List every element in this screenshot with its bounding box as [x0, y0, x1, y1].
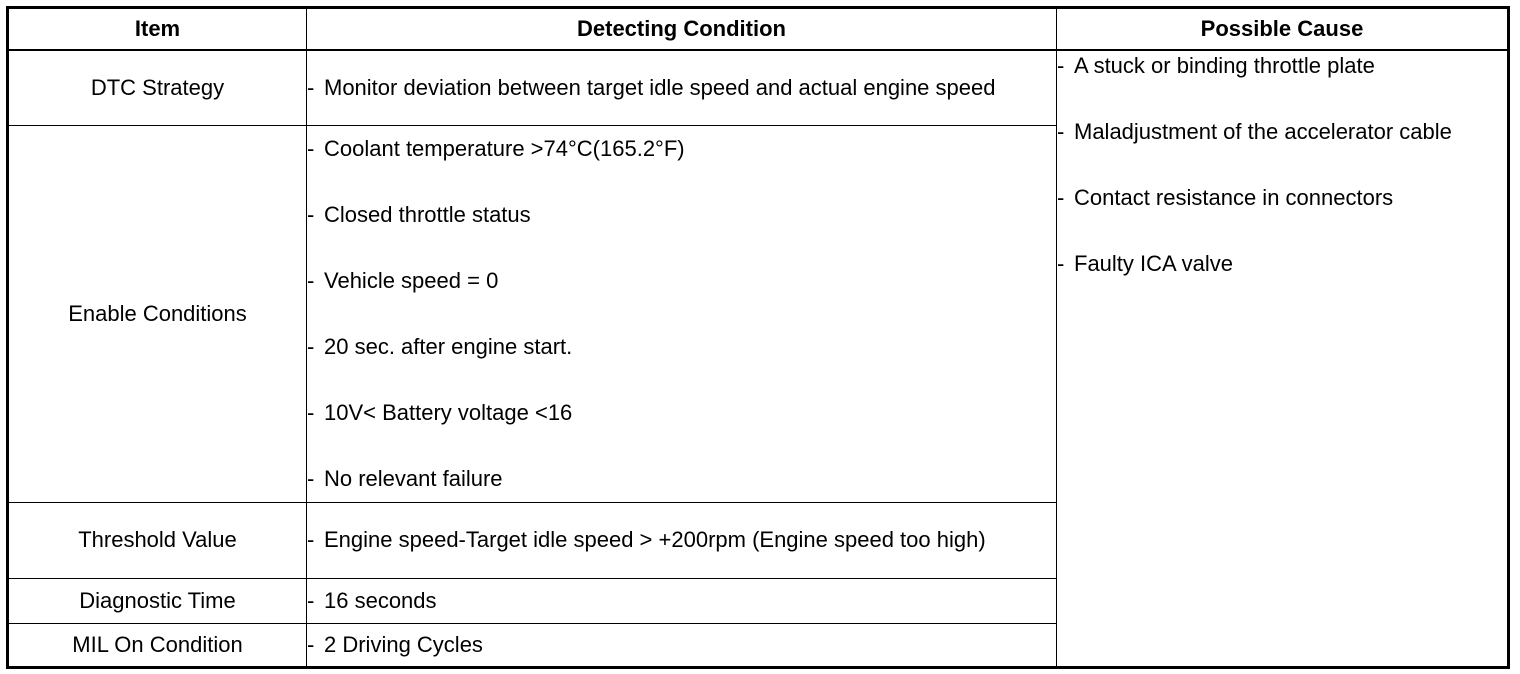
condition-text: 20 sec. after engine start.	[324, 333, 573, 359]
bullet-dash: -	[1057, 53, 1065, 78]
cause-text: Maladjustment of the accelerator cable	[1074, 119, 1452, 144]
possible-cause-cell	[1057, 50, 1509, 667]
item-threshold-value: Threshold Value	[8, 502, 307, 578]
condition-text: Engine speed-Target idle speed > +200rpm (Engine speed too high)	[324, 527, 986, 552]
list-item	[307, 398, 1056, 428]
condition-diagnostic-time	[307, 578, 1057, 623]
list-item	[1057, 117, 1507, 147]
condition-text: 10V< Battery voltage <16	[324, 399, 573, 425]
bullet-dash: -	[307, 587, 315, 613]
condition-text: Closed throttle status	[324, 201, 531, 227]
condition-mil-on-condition	[307, 623, 1057, 667]
cause-text: Faulty ICA valve	[1074, 251, 1233, 276]
possible-cause-list	[1057, 51, 1507, 279]
condition-text: Coolant temperature >74°C(165.2°F)	[324, 135, 685, 161]
bullet-dash: -	[307, 399, 315, 425]
list-item	[307, 586, 1056, 616]
condition-text: 2 Driving Cycles	[324, 631, 483, 657]
list-item	[307, 73, 1056, 103]
list-item	[1057, 51, 1507, 81]
item-enable-conditions: Enable Conditions	[8, 125, 307, 502]
list-item	[1057, 249, 1507, 279]
list-item	[307, 332, 1056, 362]
table-row	[8, 50, 1509, 125]
item-diagnostic-time: Diagnostic Time	[8, 578, 307, 623]
bullet-dash: -	[307, 135, 315, 161]
cause-text: Contact resistance in connectors	[1074, 185, 1394, 210]
list-item	[307, 464, 1056, 494]
list-item	[307, 266, 1056, 296]
bullet-dash: -	[307, 465, 315, 491]
bullet-dash: -	[307, 74, 315, 100]
item-mil-on-condition: MIL On Condition	[8, 623, 307, 667]
enable-conditions-list	[307, 134, 1056, 494]
bullet-dash: -	[307, 201, 315, 227]
bullet-dash: -	[307, 267, 315, 293]
list-item	[307, 525, 1056, 555]
condition-dtc-strategy	[307, 50, 1057, 125]
dtc-table	[6, 6, 1510, 669]
bullet-dash: -	[307, 527, 315, 552]
list-item	[307, 200, 1056, 230]
table-header-row	[8, 8, 1509, 51]
list-item	[1057, 183, 1507, 213]
bullet-dash: -	[1057, 119, 1065, 144]
bullet-dash: -	[307, 631, 315, 657]
condition-text: Vehicle speed = 0	[324, 267, 499, 293]
header-detecting-condition: Detecting Condition	[307, 8, 1057, 51]
list-item	[307, 630, 1056, 660]
condition-threshold-value	[307, 502, 1057, 578]
condition-text: Monitor deviation between target idle speed and actual engine speed	[324, 74, 996, 100]
bullet-dash: -	[1057, 251, 1065, 276]
condition-text: 16 seconds	[324, 587, 437, 613]
bullet-dash: -	[307, 333, 315, 359]
list-item	[307, 134, 1056, 164]
bullet-dash: -	[1057, 185, 1065, 210]
header-item: Item	[8, 8, 307, 51]
cause-text: A stuck or binding throttle plate	[1074, 53, 1375, 78]
condition-text: No relevant failure	[324, 465, 503, 491]
condition-enable-conditions	[307, 125, 1057, 502]
header-possible-cause: Possible Cause	[1057, 8, 1509, 51]
item-dtc-strategy: DTC Strategy	[8, 50, 307, 125]
